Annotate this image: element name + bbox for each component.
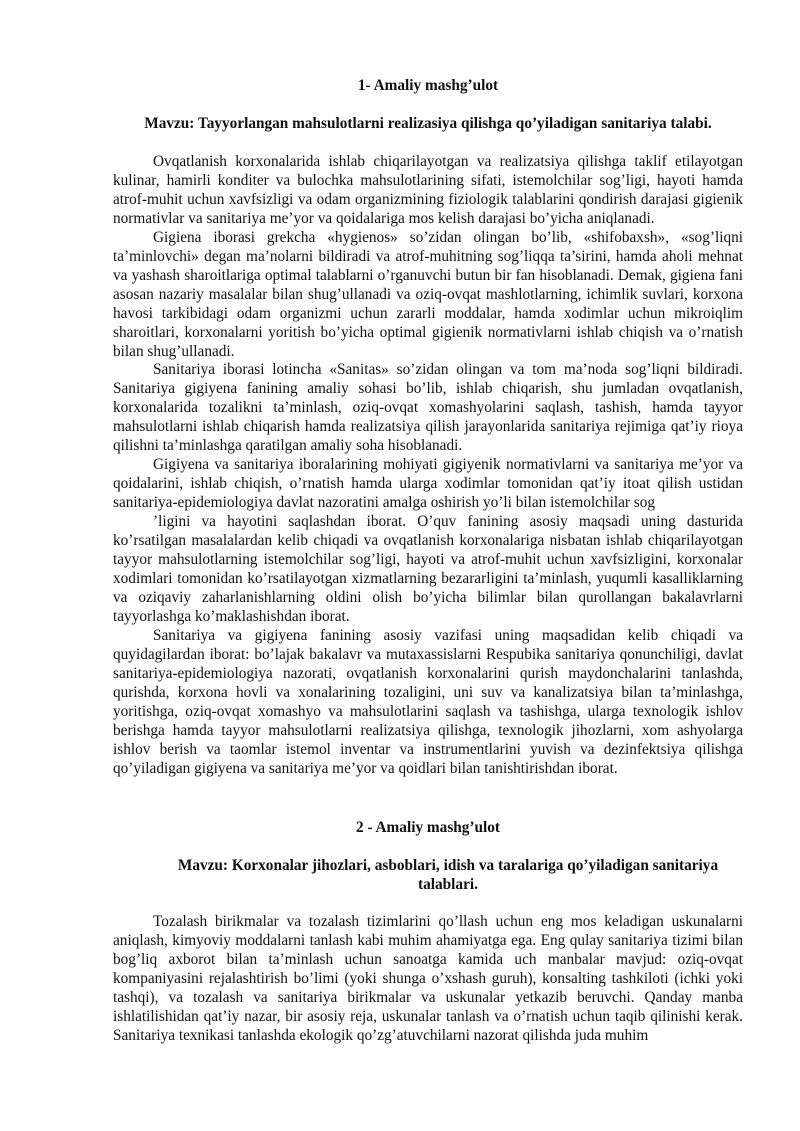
section-1-heading: 1- Amaliy mashg’ulot [357,77,499,94]
paragraph: Gigiena iborasi grekcha «hygienos» so’zidan olingan bo’lib, «shifobaxsh», «sog’liqni ta’minlovchi» degan ma’nolarni bildiradi va atrof-muhitning sog’liqqa ta’sirini, hamda aholi mehnat va yashash sharoitlariga optimal talablarni o’rganuvchi butun bir fan hisoblanadi. Demak, gigiena fani asosan nazariy masalalar bilan shug’ullanadi va oziq-ovqat mashlotlarning, ichimlik suvlari, korxona havosi tarkibidagi odam organizmi uchun zararli moddalar, hamda xodimlar uchun mikroiqlim sharoitlari, korxonalarni yoritish bo’yicha optimal gigienik normativlarni ishlab chiqish va o’rnatish bilan shug’ullanadi. [113,228,743,360]
paragraph: Tozalash birikmalar va tozalash tizimlarini qo’llash uchun eng mos keladigan uskunalarni aniqlash, kimyoviy moddalarni tanlash kabi muhim ahamiyatga ega. Eng qulay sanitariya tizimi bilan bog’liq axborot bilan ta’minlash uchun sanoatga kamida uch manbalar mavjud: oziq-ovqat kompaniyasini rejalashtirish bo’limi (yoki shunga o’xshash guruh), konsalting tashkiloti (ichki yoki tashqi), va tozalash va sanitariya birikmalar va uskunalar yetkazib beruvchi. Qanday manba ishlatilishidan qat’iy nazar, bir asosiy reja, uskunalar tanlash va o’rnatish uchun taqib qilinishi kerak. Sanitariya texnikasi tanlashda ekologik qo’zg’atuvchilarni nazorat qilishda juda muhim [113,913,743,1044]
section-1-topic: Mavzu: Tayyorlangan mahsulotlarni realizasiya qilishga qo’yiladigan sanitariya talabi. [144,115,712,132]
section-1-body [113,153,743,778]
section-2-topic: Mavzu: Korxonalar jihozlari, asboblari, idish va taralariga qo’yiladigan sanitariya talablari. [177,857,719,893]
section-2-heading: 2 - Amaliy mashg’ulot [355,819,501,836]
paragraph: Ovqatlanish korxonalarida ishlab chiqarilayotgan va realizatsiya qilishga taklif etilayotgan kulinar, hamirli konditer va bulochka mahsulotlarining sifati, istemolchilar sog’ligi, hayoti hamda atrof-muhit uchun xavfsizligi va odam organizmining fiziologik talablarini qondirish darajasi gigienik normativlar va sanitariya me’yor va qoidalariga mos kelish darajasi bo’yicha aniqlanadi. [113,153,743,227]
paragraph: Gigiyena va sanitariya iboralarining mohiyati gigiyenik normativlarni va sanitariya me’yor va qoidalarini, ishlab chiqish, o’rnatish hamda ularga xodimlar tomonidan qat’iy itoat qilish ustidan sanitariya-epidemiologiya davlat nazoratini amalga oshirish yo’li bilan istemolchilar sog [113,456,743,512]
paragraph: Sanitariya iborasi lotincha «Sanitas» so’zidan olingan va tom ma’noda sog’liqni bildiradi. Sanitariya gigiyena fanining amaliy sohasi bo’lib, ishlab chiqarish, shu jumladan ovqatlanish, korxonalarida tozalikni ta’minlash, oziq-ovqat xomashyolarini saqlash, tashish, hamda tayyor mahsulotlarni ishlab chiqarish hamda realizatsiya qilish jarayonlarida sanitariya rejimiga qat’iy rioya qilishni ta’minlashga qaratilgan amaliy soha hisoblanadi. [113,361,743,455]
paragraph-continuation: ’ligini va hayotini saqlashdan iborat. O’quv fanining asosiy maqsadi uning dasturida ko’rsatilgan masalalardan kelib chiqadi va ovqatlanish korxonalariga nisbatan ishlab chiqarilayotgan tayyor mahsulotlarning istemolchilar sog’ligi, hayoti va atrof-muhit uchun xavfsizligini, korxonalar xodimlari tomonidan ko’rsatilayotgan xizmatlarning bezararligini ta’minlash, yuqumli kasalliklarning va oziqaviy zaharlanishlarning oldini olish bo’yicha bilimlar bilan qurollangan bakalavrlarni tayyorlashga ko’maklashishdan iborat. [113,513,743,625]
section-2-body [113,913,743,1046]
paragraph: Sanitariya va gigiyena fanining asosiy vazifasi uning maqsadidan kelib chiqadi va quyidagilardan iborat: bo’lajak bakalavr va mutaxassislarni Respubika sanitariya qonunchiligi, davlat sanitariya-epidemiologiya nazorati, ovqatlanish korxonalarini qurish maydonchalarini tanlashda, qurishda, korxona hovli va xonalarining tozaligini, uni suv va kanalizatsiya bilan ta’minlashga, yoritishga, oziq-ovqat xomashyo va mahsulotlarini saqlash va tashishga, ularga texnologik ishlov berishga hamda tayyor mahsulotlarni realizatsiya qilishga, texnologik jihozlarni, xom ashyolarga ishlov berish va taomlar istemol inventar va instrumentlarini yuvish va dezinfektsiya qilishga qo’yiladigan gigiyena va sanitariya me’yor va qoidlari bilan tanishtirishdan iborat. [113,626,743,777]
